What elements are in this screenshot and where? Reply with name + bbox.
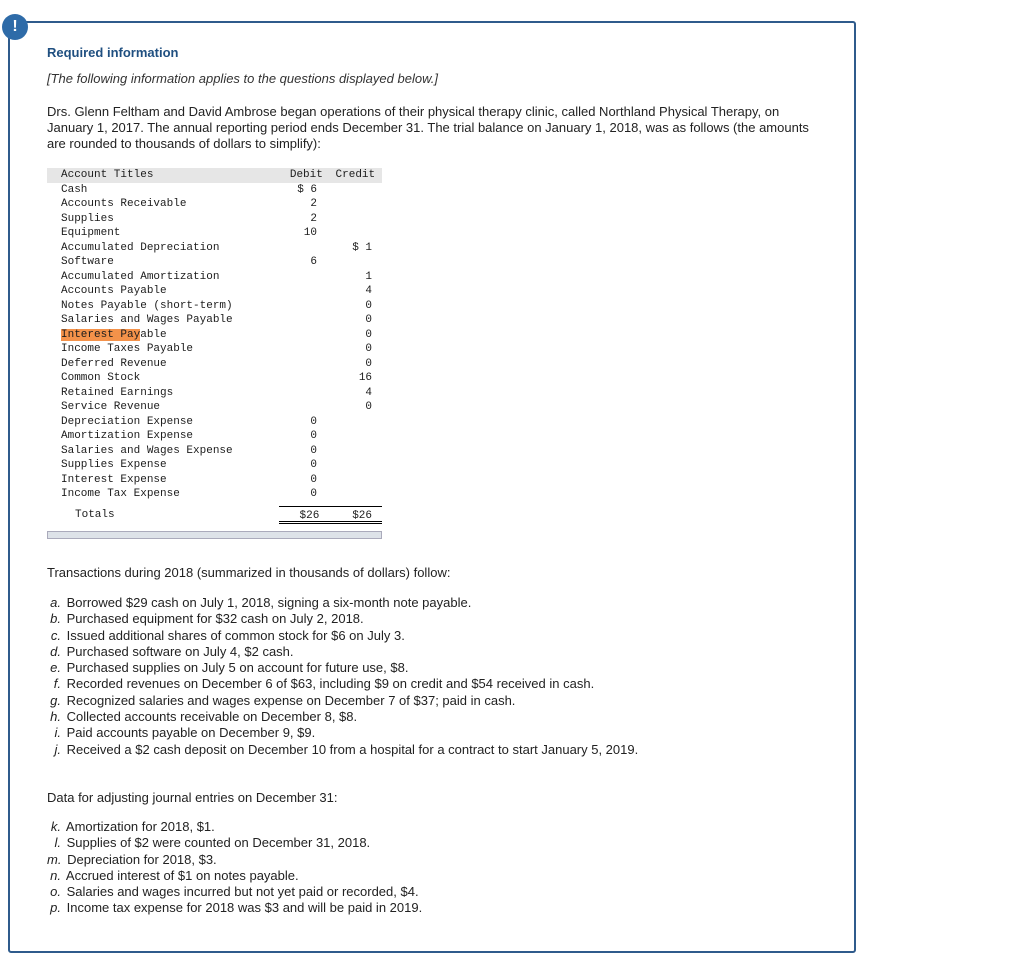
account-title: Notes Payable (short-term) bbox=[61, 299, 233, 312]
debit-amount bbox=[274, 400, 321, 415]
totals-label: Totals bbox=[75, 508, 115, 521]
table-row bbox=[47, 473, 382, 488]
account-title: Income Taxes Payable bbox=[61, 343, 194, 355]
credit-amount: 0 bbox=[365, 357, 373, 370]
item-text: Recorded revenues on December 6 of $63, including $9 on credit and $54 received in cash. bbox=[66, 676, 595, 692]
trial-balance-table bbox=[47, 168, 382, 524]
item-text: Received a $2 cash deposit on December 10 from a hospital for a contract to start January 5, 2019. bbox=[66, 741, 639, 757]
credit-amount bbox=[321, 415, 382, 430]
item-text: Amortization for 2018, $1. bbox=[65, 819, 215, 834]
required-information-title: Required information bbox=[47, 45, 179, 60]
list-item bbox=[47, 693, 638, 709]
credit-amount: 0 bbox=[365, 299, 373, 312]
transactions-list bbox=[47, 595, 638, 758]
credit-amount bbox=[321, 197, 382, 212]
account-title: Supplies Expense bbox=[61, 459, 167, 471]
table-row bbox=[47, 328, 382, 343]
debit-amount: 2 bbox=[310, 212, 317, 225]
debit-amount bbox=[274, 270, 321, 285]
list-item bbox=[47, 884, 422, 900]
table-row bbox=[47, 270, 382, 285]
list-item bbox=[47, 709, 638, 725]
table-row bbox=[47, 197, 382, 212]
debit-amount bbox=[274, 386, 321, 401]
item-text: Recognized salaries and wages expense on December 7 of $37; paid in cash. bbox=[66, 692, 516, 708]
item-letter: g. bbox=[50, 692, 61, 708]
debit-amount bbox=[274, 371, 321, 386]
table-row bbox=[47, 241, 382, 256]
credit-amount: 0 bbox=[365, 314, 373, 326]
credit-amount: 4 bbox=[365, 285, 373, 297]
list-item bbox=[47, 852, 422, 868]
item-text: Purchased supplies on July 5 on account for future use, $8. bbox=[66, 660, 409, 676]
item-letter: a. bbox=[50, 595, 61, 610]
item-text: Purchased software on July 4, $2 cash. bbox=[66, 643, 294, 659]
list-item bbox=[47, 644, 638, 660]
credit-amount: 0 bbox=[365, 328, 373, 341]
trial-balance-body bbox=[47, 183, 382, 502]
item-letter: b. bbox=[50, 611, 61, 627]
table-row bbox=[47, 371, 382, 386]
credit-amount bbox=[321, 458, 382, 473]
credit-amount bbox=[321, 444, 382, 459]
adjustments-heading: Data for adjusting journal entries on December 31: bbox=[47, 790, 338, 805]
item-letter: p. bbox=[50, 900, 61, 916]
account-title: Depreciation Expense bbox=[61, 415, 194, 428]
account-title: Accumulated Depreciation bbox=[61, 241, 220, 254]
credit-amount bbox=[321, 487, 382, 502]
list-item bbox=[47, 819, 422, 835]
item-text: Depreciation for 2018, $3. bbox=[67, 851, 217, 867]
account-title: Cash bbox=[61, 183, 88, 196]
list-item bbox=[47, 868, 422, 884]
credit-amount: 16 bbox=[358, 372, 373, 384]
credit-amount bbox=[321, 255, 382, 270]
account-title: Amortization Expense bbox=[61, 430, 194, 442]
table-row bbox=[47, 386, 382, 401]
item-letter: j. bbox=[54, 741, 61, 757]
debit-amount bbox=[274, 342, 321, 357]
account-title-rest: able bbox=[140, 328, 167, 341]
item-text: Issued additional shares of common stock for $6 on July 3. bbox=[66, 627, 405, 643]
debit-amount: 2 bbox=[310, 198, 317, 210]
account-title: Salaries and Wages Expense bbox=[61, 444, 233, 457]
debit-amount: 10 bbox=[303, 227, 317, 239]
item-letter: c. bbox=[50, 627, 61, 643]
item-text: Accrued interest of $1 on notes payable. bbox=[65, 867, 299, 883]
debit-amount bbox=[274, 328, 321, 343]
item-letter: o. bbox=[50, 884, 61, 900]
list-item bbox=[47, 611, 638, 627]
table-row bbox=[47, 342, 382, 357]
credit-amount: 4 bbox=[365, 386, 373, 399]
list-item bbox=[47, 676, 638, 692]
table-row bbox=[47, 400, 382, 415]
item-text: Salaries and wages incurred but not yet paid or recorded, $4. bbox=[66, 884, 419, 900]
credit-amount bbox=[321, 226, 382, 241]
account-title: Accumulated Amortization bbox=[61, 270, 220, 283]
credit-amount bbox=[321, 473, 382, 488]
item-letter: d. bbox=[50, 643, 61, 659]
list-item bbox=[47, 628, 638, 644]
alert-icon: ! bbox=[2, 14, 28, 40]
account-title: Accounts Payable bbox=[61, 285, 167, 297]
totals-row bbox=[47, 506, 382, 524]
table-row bbox=[47, 284, 382, 299]
item-letter: e. bbox=[50, 660, 61, 676]
account-title: Accounts Receivable bbox=[61, 198, 187, 210]
credit-amount bbox=[321, 212, 382, 227]
transactions-heading: Transactions during 2018 (summarized in thousands of dollars) follow: bbox=[47, 565, 451, 580]
account-title: Supplies bbox=[61, 212, 114, 225]
item-letter: k. bbox=[50, 819, 61, 834]
credit-amount bbox=[321, 183, 382, 198]
header-debit: Debit bbox=[289, 169, 323, 181]
table-scrollbar[interactable] bbox=[47, 531, 382, 539]
table-row bbox=[47, 183, 382, 198]
credit-amount bbox=[321, 429, 382, 444]
account-title: Salaries and Wages Payable bbox=[61, 314, 233, 326]
debit-amount: 0 bbox=[310, 459, 317, 471]
table-row bbox=[47, 212, 382, 227]
table-row bbox=[47, 415, 382, 430]
item-text: Paid accounts payable on December 9, $9. bbox=[66, 725, 316, 741]
account-title: Deferred Revenue bbox=[61, 357, 167, 370]
totals-debit: $26 bbox=[279, 506, 324, 524]
table-row bbox=[47, 357, 382, 372]
table-row bbox=[47, 429, 382, 444]
instructions-note: [The following information applies to the questions displayed below.] bbox=[47, 71, 438, 86]
debit-amount: 0 bbox=[310, 488, 317, 500]
debit-amount: 0 bbox=[310, 430, 317, 442]
account-title bbox=[47, 328, 274, 343]
item-letter: f. bbox=[53, 676, 61, 692]
credit-amount: 0 bbox=[365, 343, 373, 355]
debit-amount bbox=[274, 284, 321, 299]
intro-paragraph: Drs. Glenn Feltham and David Ambrose began operations of their physical therapy clinic, called Northland Physical Therapy, on January 1, 2017. The annual reporting period ends December 31. The trial balance on January 1, 2018, was as follows (the amounts are rounded to thousands of dollars to simplify): bbox=[47, 104, 809, 151]
trial-balance-header bbox=[47, 168, 382, 183]
list-item bbox=[47, 742, 638, 758]
account-title: Equipment bbox=[61, 227, 121, 239]
account-title: Interest Expense bbox=[61, 473, 167, 486]
item-text: Collected accounts receivable on December 8, $8. bbox=[66, 709, 358, 725]
debit-amount bbox=[274, 357, 321, 372]
debit-amount bbox=[274, 241, 321, 256]
list-item bbox=[47, 660, 638, 676]
debit-amount bbox=[274, 313, 321, 328]
table-row bbox=[47, 487, 382, 502]
table-row bbox=[47, 255, 382, 270]
debit-amount bbox=[274, 299, 321, 314]
list-item bbox=[47, 900, 422, 916]
account-title: Common Stock bbox=[61, 372, 141, 384]
item-text: Income tax expense for 2018 was $3 and will be paid in 2019. bbox=[66, 900, 423, 916]
table-row bbox=[47, 444, 382, 459]
list-item bbox=[47, 835, 422, 851]
debit-amount: 0 bbox=[310, 473, 317, 486]
table-row bbox=[47, 299, 382, 314]
debit-amount: 0 bbox=[310, 415, 317, 428]
header-credit: Credit bbox=[335, 169, 376, 181]
credit-amount: 0 bbox=[365, 401, 373, 413]
account-title: Retained Earnings bbox=[61, 386, 174, 399]
item-letter: h. bbox=[50, 709, 61, 725]
table-row bbox=[47, 226, 382, 241]
item-letter: i. bbox=[54, 725, 61, 741]
highlighted-text: Interest Pay bbox=[61, 328, 141, 341]
totals-credit: $26 bbox=[323, 506, 382, 524]
account-title: Service Revenue bbox=[61, 401, 161, 413]
header-account-titles: Account Titles bbox=[61, 169, 154, 181]
debit-amount: 0 bbox=[310, 444, 317, 457]
item-letter: m. bbox=[47, 851, 62, 867]
account-title: Software bbox=[61, 256, 114, 268]
credit-amount: 1 bbox=[365, 270, 373, 283]
account-title: Income Tax Expense bbox=[61, 488, 180, 500]
item-text: Purchased equipment for $32 cash on July 2, 2018. bbox=[66, 611, 364, 627]
item-letter: l. bbox=[54, 835, 61, 851]
table-row bbox=[47, 458, 382, 473]
item-letter: n. bbox=[50, 867, 61, 883]
item-text: Supplies of $2 were counted on December 31, 2018. bbox=[66, 835, 371, 851]
debit-amount: 6 bbox=[310, 256, 317, 268]
item-text: Borrowed $29 cash on July 1, 2018, signing a six-month note payable. bbox=[66, 595, 472, 610]
adjustments-list bbox=[47, 819, 422, 917]
debit-amount: $ 6 bbox=[297, 183, 317, 196]
list-item bbox=[47, 725, 638, 741]
table-row bbox=[47, 313, 382, 328]
credit-amount: $ 1 bbox=[352, 241, 373, 254]
list-item bbox=[47, 595, 638, 611]
